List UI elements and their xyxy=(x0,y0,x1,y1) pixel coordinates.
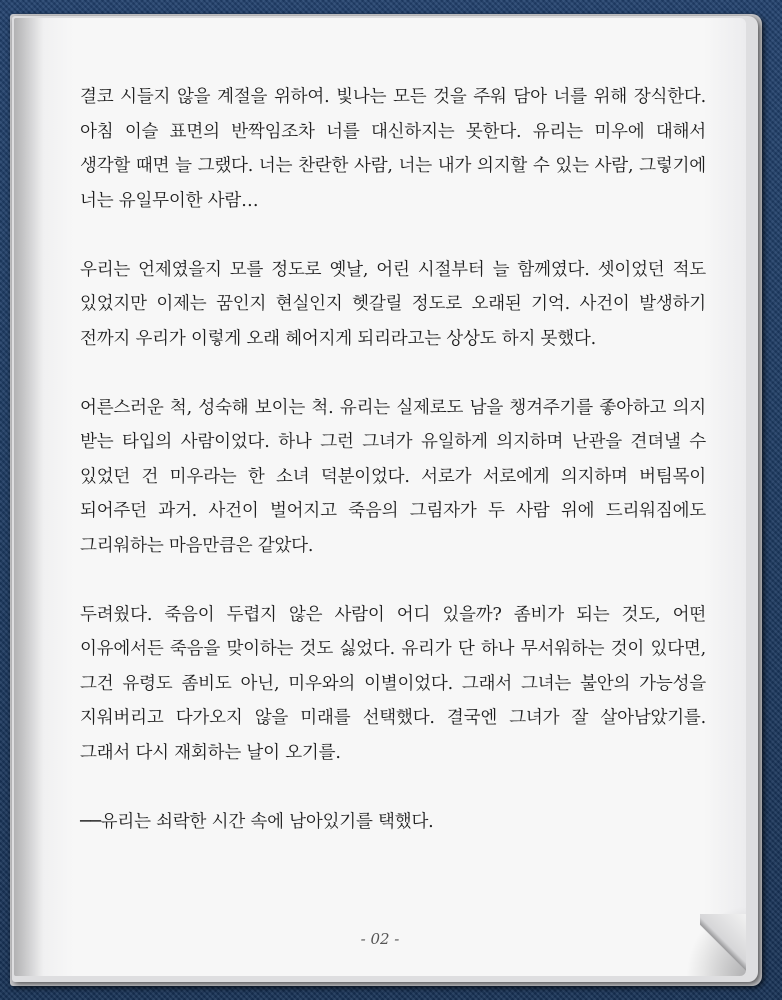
paragraph-3: 어른스러운 척, 성숙해 보이는 척. 유리는 실제로도 남을 챙겨주기를 좋아하고 의지 받는 타입의 사람이었다. 하나 그런 그녀가 유일하게 의지하며 난관을 견뎌낼 수 있었던 건 미우라는 한 소녀 덕분이었다. 서로가 서로에게 의지하며 버팀목이 되어주던 과거. 사건이 벌어지고 죽음의 그림자가 두 사람 위에 드리워짐에도 그리워하는 마음만큼은 같았다. xyxy=(80,397,706,556)
paragraph-4: 두려웠다. 죽음이 두렵지 않은 사람이 어디 있을까? 좀비가 되는 것도, 어떤 이유에서든 죽음을 맞이하는 것도 싫었다. 유리가 단 하나 무서워하는 것이 있다면, 그건 유령도 좀비도 아닌, 미우와의 이별이었다. 그래서 그녀는 불안의 가능성을 지워버리고 다가오지 않을 미래를 선택했다. 결국엔 그녀가 잘 살아남았기를. 그래서 다시 재회하는 날이 오기를. xyxy=(80,604,706,763)
spine-shadow xyxy=(14,18,44,976)
paragraph-5: ──유리는 쇠락한 시간 속에 남아있기를 택했다. xyxy=(80,811,434,832)
paragraph-1: 결코 시들지 않을 계절을 위하여. 빛나는 모든 것을 주워 담아 너를 위해 장식한다. 아침 이슬 표면의 반짝임조차 너를 대신하지는 못한다. 유리는 미우에 대해서 생각할 때면 늘 그랬다. 너는 찬란한 사람, 너는 내가 의지할 수 있는 사람, 그렇기에 너는 유일무이한 사람… xyxy=(80,87,706,211)
book-page xyxy=(14,18,746,976)
paragraph-2: 우리는 언제였을지 모를 정도로 옛날, 어린 시절부터 늘 함께였다. 셋이었던 적도 있었지만 이제는 꿈인지 현실인지 헷갈릴 정도로 오래된 기억. 사건이 발생하기 전까지 우리가 이렇게 오래 헤어지게 되리라고는 상상도 하지 못했다. xyxy=(80,259,706,349)
page-text xyxy=(80,80,706,874)
page-curl-corner[interactable] xyxy=(700,914,746,976)
page-number: - 02 - xyxy=(360,930,400,948)
